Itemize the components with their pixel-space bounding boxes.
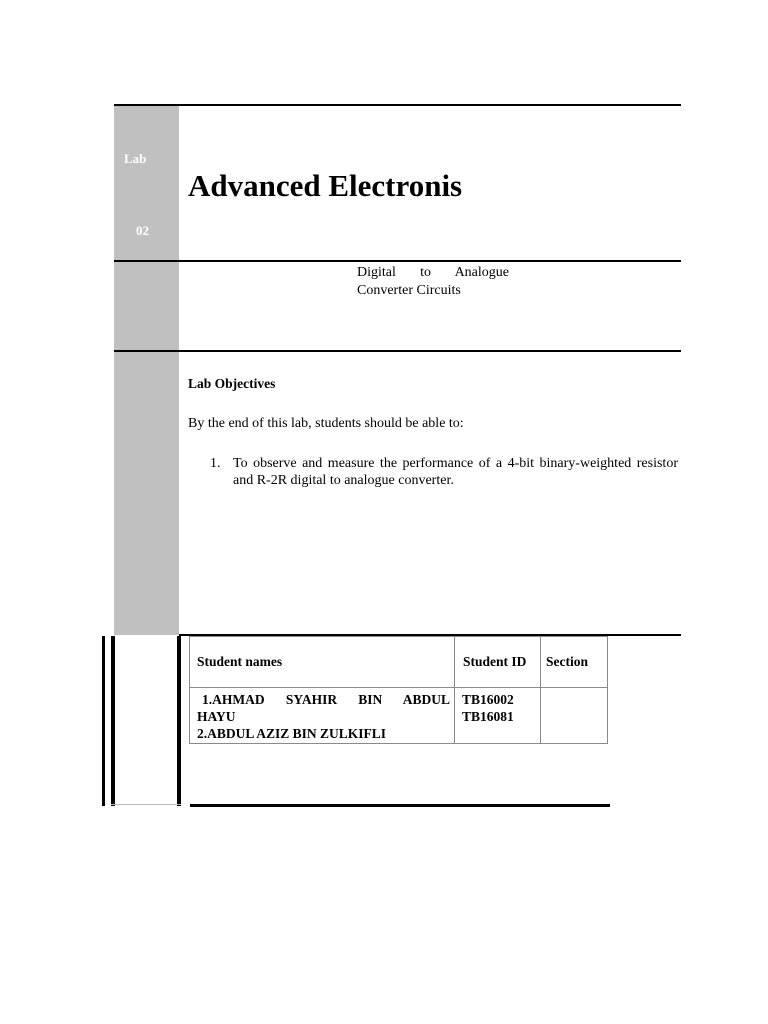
header-section: Section [541, 637, 608, 688]
objectives-intro: By the end of this lab, students should be able to: [188, 416, 464, 431]
subtitle-line-1: Digital to Analogue [357, 265, 509, 280]
bottom-rule [190, 804, 610, 807]
table-header-row [190, 637, 608, 688]
subtitle-line-2: Converter Circuits [357, 283, 461, 298]
header-student-names: Student names [190, 637, 455, 688]
left-bar-outer [102, 636, 105, 806]
student-ids-cell [455, 688, 541, 744]
left-bar-right [177, 636, 181, 806]
section-cell [541, 688, 608, 744]
objectives-heading: Lab Objectives [188, 376, 276, 391]
lab-number: 02 [136, 223, 149, 238]
objective-number: 1. [210, 456, 221, 471]
top-rule [114, 104, 681, 106]
left-bar-bottom [111, 804, 181, 805]
header-student-id: Student ID [455, 637, 541, 688]
student-name-2: 2.ABDUL AZIZ BIN ZULKIFLI [197, 726, 387, 741]
header-divider-rule [114, 260, 681, 262]
student-id-2: TB16081 [462, 709, 514, 724]
student-names-cell [190, 688, 455, 744]
table-row [190, 688, 608, 744]
lab-subtitle [357, 264, 509, 300]
student-name-1-line-2: HAYU [197, 709, 236, 724]
lab-label: Lab [124, 151, 147, 166]
objective-text: To observe and measure the performance of a 4-bit binary-weighted resistor and R-2R digital to analogue converter. [233, 456, 678, 488]
student-id-1: TB16002 [462, 692, 514, 707]
objective-item [210, 455, 678, 489]
subtitle-divider-rule [114, 350, 681, 352]
student-table [189, 636, 608, 744]
document-title: Advanced Electronis [188, 168, 463, 203]
lab-sidebar [114, 105, 179, 635]
student-name-1-line-1: 1.AHMAD SYAHIR BIN ABDUL [202, 692, 450, 707]
left-bar-inner [111, 636, 115, 806]
